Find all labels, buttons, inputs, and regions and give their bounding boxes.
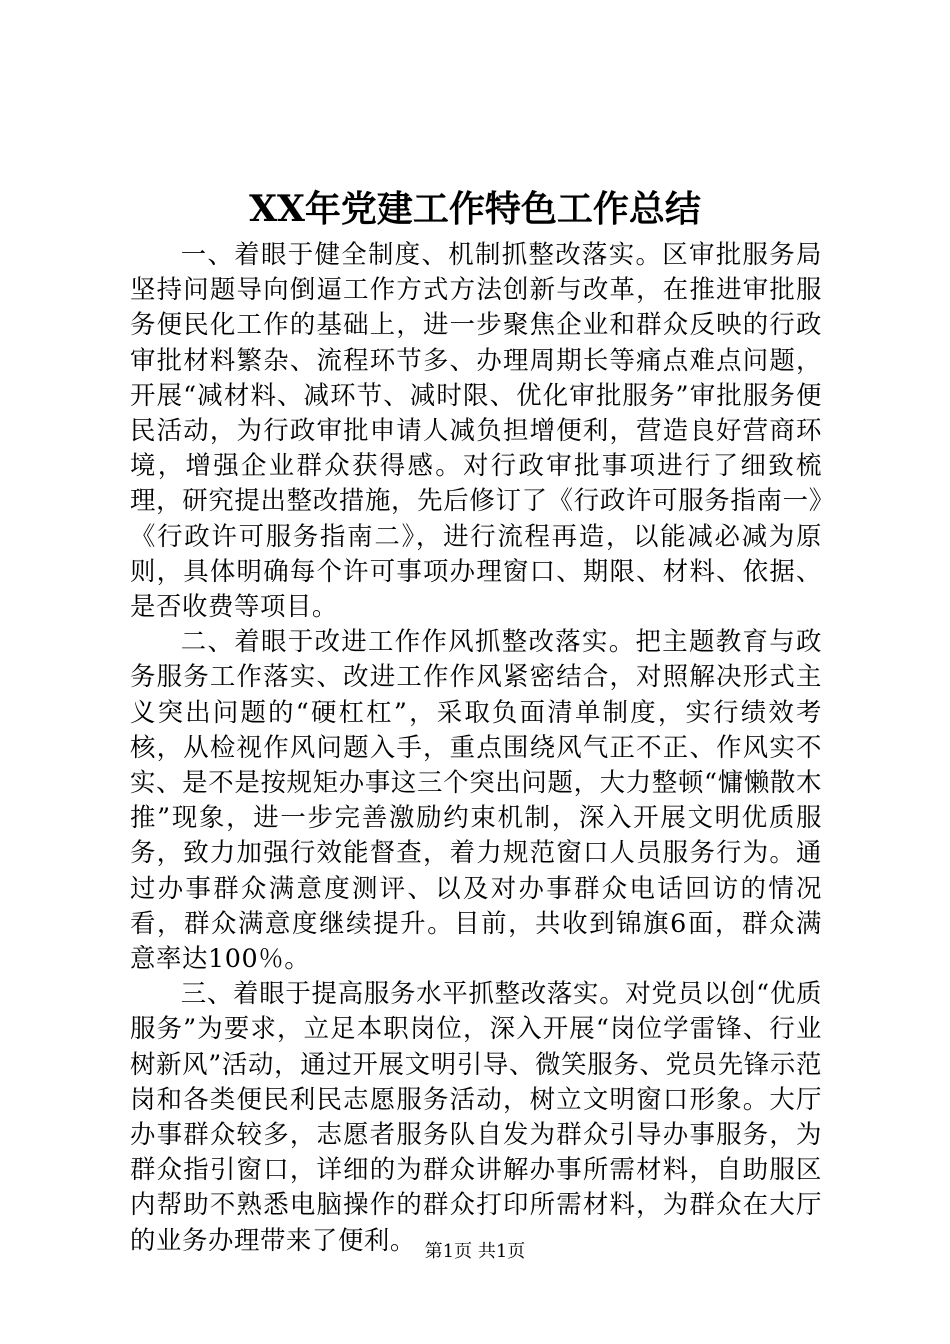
paragraph-1: 一、着眼于健全制度、机制抓整改落实。区审批服务局坚持问题导向倒逼工作方式方法创新与改革，在推进审批服务便民化工作的基础上，进一步聚焦企业和群众反映的行政审批材料繁杂、流程环节多、办理周期长等痛点难点问题，开展“减材料、减环节、减时限、优化审批服务”审批服务便民活动，为行政审批申请人减负担增便利，营造良好营商环境，增强企业群众获得感。对行政审批事项进行了细致梳理，研究提出整改措施，先后修订了《行政许可服务指南一》《行政许可服务指南二》，进行流程再造，以能减必减为原则，具体明确每个许可事项办理窗口、期限、材料、依据、是否收费等项目。 — [130, 239, 822, 622]
document-body — [130, 237, 822, 1258]
paragraph-2: 二、着眼于改进工作作风抓整改落实。把主题教育与政务服务工作落实、改进工作作风紧密结合，对照解决形式主义突出问题的“硬杠杠”，采取负面清单制度，实行绩效考核，从检视作风问题入手，重点围绕风气正不正、作风实不实、是不是按规矩办事这三个突出问题，大力整顿“慵懒散木推”现象，进一步完善激励约束机制，深入开展文明优质服务，致力加强行效能督查，着力规范窗口人员服务行为。通过办事群众满意度测评、以及对办事群众电话回访的情况看，群众满意度继续提升。目前，共收到锦旗6面，群众满意率达100％。 — [130, 626, 822, 974]
paragraph-3: 三、着眼于提高服务水平抓整改落实。对党员以创“优质服务”为要求，立足本职岗位，深入开展“岗位学雷锋、行业树新风”活动，通过开展文明引导、微笑服务、党员先锋示范岗和各类便民利民志愿服务活动，树立文明窗口形象。大厅办事群众较多，志愿者服务队自发为群众引导办事服务，为群众指引窗口，详细的为群众讲解办事所需材料，自助服区内帮助不熟悉电脑操作的群众打印所需材料，为群众在大厅的业务办理带来了便利。 — [130, 978, 822, 1255]
document-title: XX年党建工作特色工作总结 — [249, 188, 701, 230]
page-footer: 第1页 共1页 — [424, 1241, 526, 1262]
